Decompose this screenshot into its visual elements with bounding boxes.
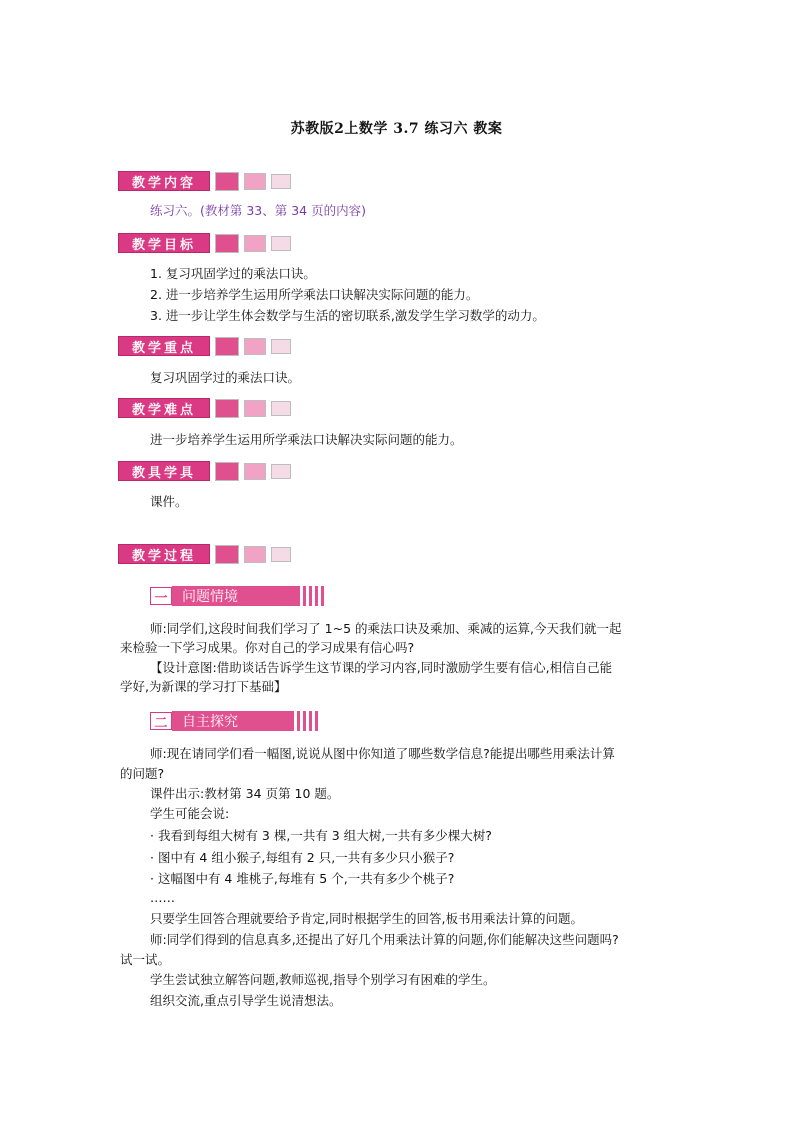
decor-square [271, 236, 291, 251]
section-header-content [118, 170, 291, 192]
bullet-item: · 图中有 4 组小猴子,每组有 2 只,一共有多少只小猴子? [150, 850, 455, 865]
decor-stripes [303, 586, 327, 606]
decor-square [244, 463, 266, 480]
paragraph-line: 只要学生回答合理就要给予肯定,同时根据学生的回答,板书用乘法计算的问题。 [150, 911, 583, 926]
decor-square [215, 399, 239, 418]
decor-square [215, 462, 239, 481]
decor-square [271, 174, 291, 189]
bullet-item: · 这幅图中有 4 堆桃子,每堆有 5 个,一共有多少个桃子? [150, 871, 455, 886]
decor-square [271, 339, 291, 354]
decor-square [215, 234, 239, 253]
section-label: 教学难点 [118, 398, 210, 418]
decor-square [244, 173, 266, 190]
paragraph-line: 师:现在请同学们看一幅图,说说从图中你知道了哪些数学信息?能提出哪些用乘法计算 [150, 746, 615, 761]
subsection-title: 问题情境 [172, 586, 300, 606]
section-label: 教学目标 [118, 233, 210, 253]
subsection-title: 自主探究 [172, 711, 294, 731]
paragraph-line: 的问题? [120, 766, 165, 781]
paragraph-line: 学生尝试独立解答问题,教师巡视,指导个别学习有困难的学生。 [150, 972, 496, 987]
tools-text: 课件。 [150, 494, 188, 509]
objective-item: 1. 复习巩固学过的乘法口诀。 [150, 266, 316, 281]
section-header-tools [118, 460, 291, 482]
objective-item: 3. 进一步让学生体会数学与生活的密切联系,激发学生学习数学的动力。 [150, 308, 545, 323]
paragraph-line: 学好,为新课的学习打下基础】 [120, 679, 287, 694]
bullet-item: · 我看到每组大树有 3 棵,一共有 3 组大树,一共有多少棵大树? [150, 828, 492, 843]
section-label: 教学内容 [118, 171, 210, 191]
decor-square [271, 547, 291, 562]
decor-square [215, 337, 239, 356]
paragraph-line: 师:同学们得到的信息真多,还提出了好几个用乘法计算的问题,你们能解决这些问题吗? [150, 932, 619, 947]
section-header-objectives [118, 232, 291, 254]
paragraph-line: 组织交流,重点引导学生说清想法。 [150, 993, 342, 1008]
decor-square [271, 401, 291, 416]
decor-square [244, 546, 266, 563]
decor-square [244, 235, 266, 252]
decor-square [215, 172, 239, 191]
paragraph-line: 【设计意图:借助谈话告诉学生这节课的学习内容,同时激励学生要有信心,相信自己能 [150, 660, 613, 675]
section-label: 教学重点 [118, 336, 210, 356]
section-label: 教具学具 [118, 461, 210, 481]
focus-text: 复习巩固学过的乘法口诀。 [150, 370, 301, 385]
page-title: 苏教版2上数学 3.7 练习六 教案 [290, 121, 503, 137]
decor-stripes [297, 711, 321, 731]
decor-square [215, 545, 239, 564]
section-header-focus [118, 335, 291, 357]
content-text: 练习六。(教材第 33、第 34 页的内容) [150, 203, 366, 218]
section-label: 教学过程 [118, 544, 210, 564]
objective-item: 2. 进一步培养学生运用所学乘法口诀解决实际问题的能力。 [150, 287, 479, 302]
decor-square [244, 400, 266, 417]
subsection-number: 二 [150, 712, 172, 730]
section-header-process [118, 543, 291, 565]
subsection-header-part1 [150, 586, 327, 606]
ellipsis: …… [150, 890, 175, 905]
paragraph-line: 师:同学们,这段时间我们学习了 1~5 的乘法口诀及乘加、乘减的运算,今天我们就一起 [150, 621, 622, 636]
paragraph-line: 课件出示:教材第 34 页第 10 题。 [150, 786, 340, 801]
paragraph-line: 试一试。 [120, 952, 171, 967]
paragraph-line: 学生可能会说: [150, 806, 230, 821]
subsection-header-part2 [150, 711, 321, 731]
paragraph-line: 来检验一下学习成果。你对自己的学习成果有信心吗? [120, 640, 415, 655]
difficulty-text: 进一步培养学生运用所学乘法口诀解决实际问题的能力。 [150, 432, 463, 447]
subsection-number: 一 [150, 587, 172, 605]
section-header-difficulty [118, 397, 291, 419]
decor-square [271, 464, 291, 479]
decor-square [244, 338, 266, 355]
